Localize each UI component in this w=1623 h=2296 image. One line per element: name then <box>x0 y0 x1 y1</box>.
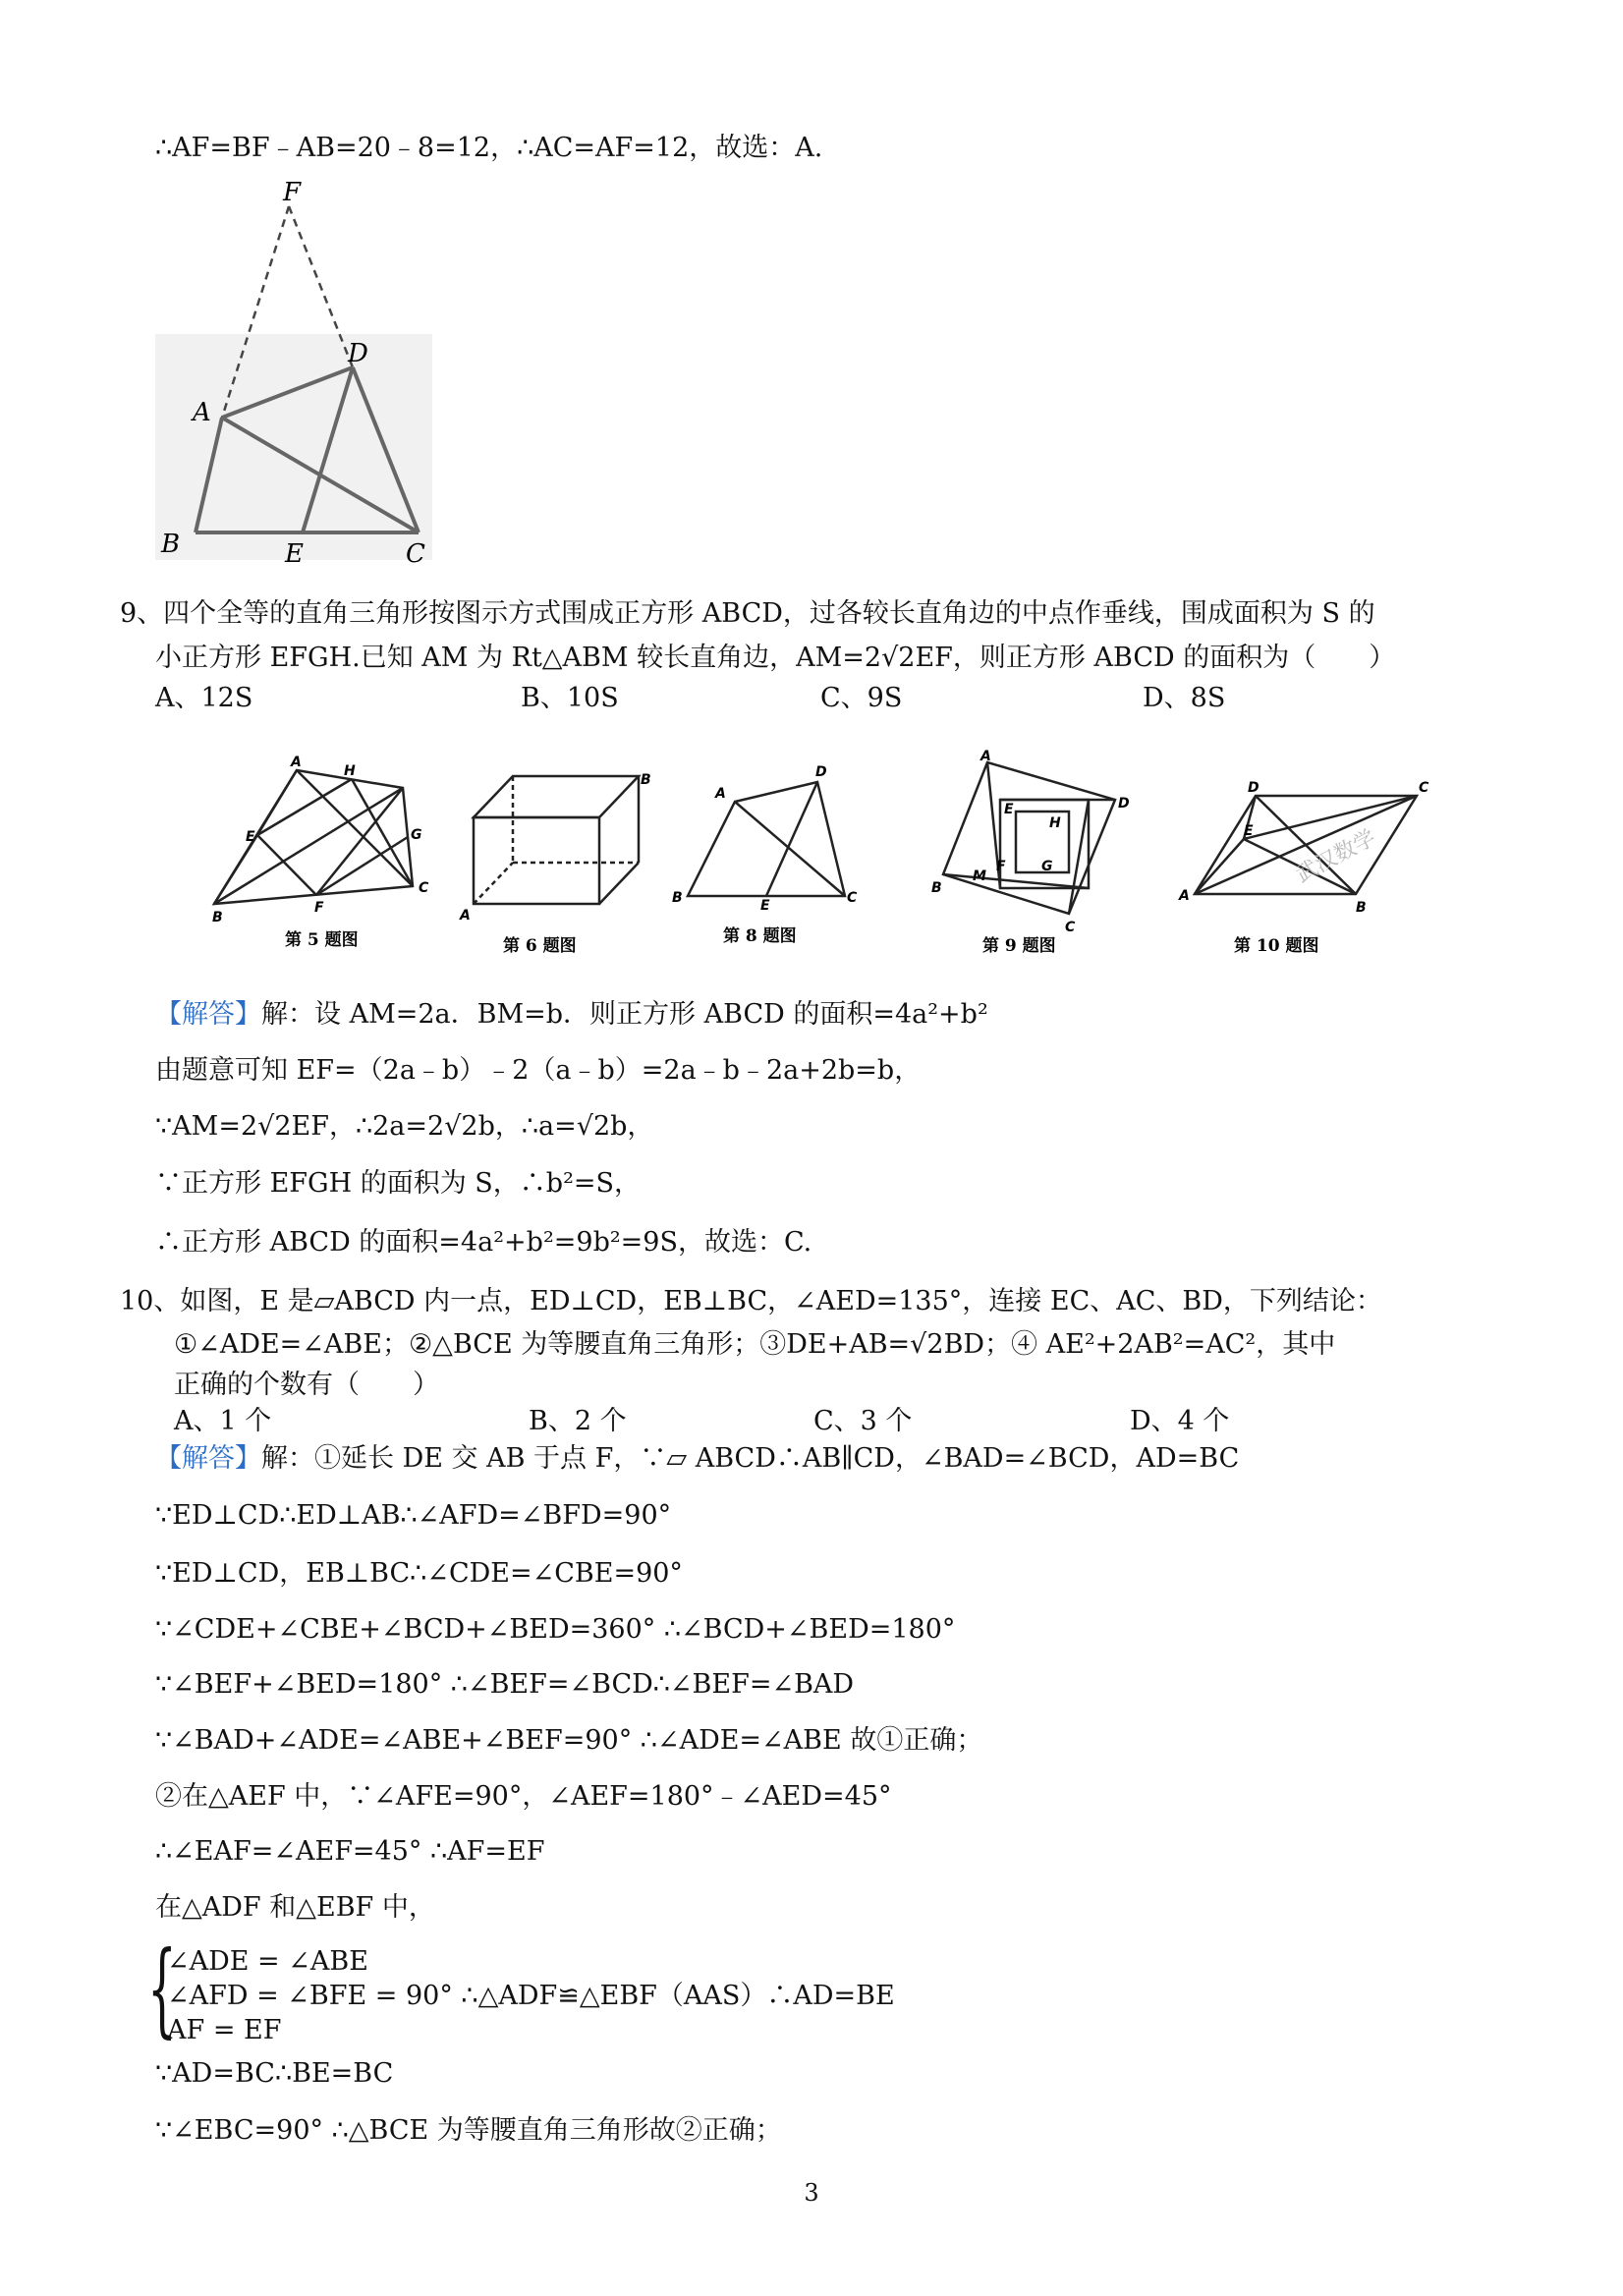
figure-6 <box>474 776 639 904</box>
f9-label-M: M <box>973 868 986 884</box>
f9-label-G: G <box>1041 859 1053 874</box>
f9-label-B: B <box>931 880 942 896</box>
figure-9 <box>943 762 1115 914</box>
f8-label-A: A <box>715 786 726 802</box>
f9-label-F: F <box>996 859 1006 874</box>
solution-10-line-2: ∵ED⊥CD∴ED⊥AB∴∠AFD=∠BFD=90° <box>155 1500 672 1531</box>
solution-10-line-1: 【解答】解：①延长 DE 交 AB 于点 F，∵▱ ABCD∴AB∥CD，∠BAD=∠BCD，AD=BC <box>155 1443 1240 1474</box>
question-10-line-1: 10、如图，E 是▱ABCD 内一点，ED⊥CD，EB⊥BC，∠AED=135°，连接 EC、AC、BD，下列结论： <box>120 1286 1382 1316</box>
solution-10-line-11: ∵∠EBC=90° ∴△BCE 为等腰直角三角形故②正确； <box>155 2115 782 2146</box>
f8-label-B: B <box>672 890 683 906</box>
f8-label-D: D <box>815 764 827 780</box>
watermark: 武汉数学 <box>1292 825 1380 888</box>
caption-fig-8: 第 8 题图 <box>723 926 797 946</box>
f5-label-H: H <box>344 763 356 779</box>
f5-label-F: F <box>314 900 324 916</box>
solution-10-line-4: ∵∠CDE+∠CBE+∠BCD+∠BED=360° ∴∠BCD+∠BED=180° <box>155 1614 956 1645</box>
question-10-line-2: ①∠ADE=∠ABE；②△BCE 为等腰直角三角形；③DE+AB=√2BD；④ AE²+2AB²=AC²，其中 <box>174 1329 1336 1360</box>
figure-strip <box>196 749 1464 965</box>
question-9-line-2: 小正方形 EFGH.已知 AM 为 Rt△ABM 较长直角边，AM=2√2EF，则正方形 ABCD 的面积为（ ） <box>155 643 1396 673</box>
f6-label-A: A <box>460 908 471 924</box>
solution-10-line-7: ②在△AEF 中，∵∠AFE=90°，∠AEF=180°﹣∠AED=45° <box>155 1781 892 1812</box>
option-D: D、8S <box>1143 683 1226 713</box>
f5-label-A: A <box>291 755 302 770</box>
brace: { <box>147 1929 177 2048</box>
f5-label-E: E <box>246 829 255 845</box>
solution-9-line-2: 由题意可知 EF=（2a﹣b）﹣2（a﹣b）=2a﹣b﹣2a+2b=b， <box>155 1055 922 1086</box>
label-F: F <box>283 178 302 207</box>
option-A: A、1 个 <box>174 1406 272 1436</box>
solution-10-line-8: ∴∠EAF=∠AEF=45° ∴AF=EF <box>155 1836 545 1867</box>
solution-9-line-3: ∵AM=2√2EF，∴2a=2√2b，∴a=√2b， <box>155 1111 654 1142</box>
option-C: C、3 个 <box>813 1406 913 1436</box>
f9-label-D: D <box>1118 796 1130 812</box>
solution-10-line-5: ∵∠BEF+∠BED=180° ∴∠BEF=∠BCD∴∠BEF=∠BAD <box>155 1669 855 1700</box>
f9-label-H: H <box>1049 815 1061 831</box>
text-line: ∴AF=BF﹣AB=20﹣8=12，∴AC=AF=12，故选：A. <box>155 133 823 163</box>
system-line-2: ∠AFD = ∠BFE = 90° ∴△ADF≌△EBF（AAS）∴AD=BE <box>167 1981 895 2011</box>
question-9-line-1: 9、四个全等的直角三角形按图示方式围成正方形 ABCD，过各较长直角边的中点作垂线，围成面积为 S 的 <box>120 598 1375 629</box>
label-D: D <box>348 339 368 368</box>
f5-label-G: G <box>411 827 422 843</box>
f10-label-B: B <box>1356 900 1367 916</box>
solution-10-line-10: ∵AD=BC∴BE=BC <box>155 2058 394 2089</box>
question-10-line-3: 正确的个数有（ ） <box>174 1370 439 1400</box>
f5-label-B: B <box>212 910 223 925</box>
f10-label-D: D <box>1248 780 1259 796</box>
caption-fig-5: 第 5 题图 <box>285 930 359 950</box>
f6-label-B: B <box>641 772 651 788</box>
option-B: B、10S <box>521 683 619 713</box>
caption-fig-6: 第 6 题图 <box>503 936 577 956</box>
f9-label-C: C <box>1065 920 1076 935</box>
solution-9-line-1: 【解答】解：设 AM=2a．BM=b．则正方形 ABCD 的面积=4a²+b² <box>155 999 988 1030</box>
label-B: B <box>161 530 181 559</box>
f10-label-E: E <box>1244 823 1254 839</box>
solution-9-line-5: ∴正方形 ABCD 的面积=4a²+b²=9b²=9S，故选：C. <box>155 1227 812 1258</box>
f8-label-C: C <box>847 890 858 906</box>
option-A: A、12S <box>155 683 253 713</box>
label-E: E <box>285 539 304 569</box>
answer-tag: 【解答】 <box>155 1443 261 1474</box>
f10-label-A: A <box>1179 888 1190 904</box>
label-C: C <box>406 539 425 569</box>
f9-label-A: A <box>980 749 991 764</box>
solution-10-line-6: ∵∠BAD+∠ADE=∠ABE+∠BEF=90° ∴∠ADE=∠ABE 故①正确； <box>155 1725 983 1756</box>
geometry-figure-main <box>155 177 440 570</box>
caption-fig-9: 第 9 题图 <box>982 936 1056 956</box>
figure-5 <box>214 770 413 904</box>
figure-8 <box>688 782 845 896</box>
system-line-3: AF = EF <box>167 2015 282 2045</box>
solution-9-line-4: ∵正方形 EFGH 的面积为 S，∴b²=S， <box>155 1168 642 1199</box>
system-line-1: ∠ADE = ∠ABE <box>167 1946 368 1977</box>
f5-label-C: C <box>419 880 429 896</box>
solution-10-line-3: ∵ED⊥CD，EB⊥BC∴∠CDE=∠CBE=90° <box>155 1558 683 1589</box>
label-A: A <box>193 398 211 427</box>
page-number: 3 <box>804 2179 819 2207</box>
option-C: C、9S <box>820 683 903 713</box>
option-B: B、2 个 <box>529 1406 627 1436</box>
f10-label-C: C <box>1419 780 1429 796</box>
caption-fig-10: 第 10 题图 <box>1234 936 1319 956</box>
f9-label-E: E <box>1004 802 1014 817</box>
solution-10-line-9: 在△ADF 和△EBF 中， <box>155 1892 435 1923</box>
f8-label-E: E <box>760 898 770 914</box>
answer-tag: 【解答】 <box>155 999 261 1030</box>
option-D: D、4 个 <box>1130 1406 1230 1436</box>
